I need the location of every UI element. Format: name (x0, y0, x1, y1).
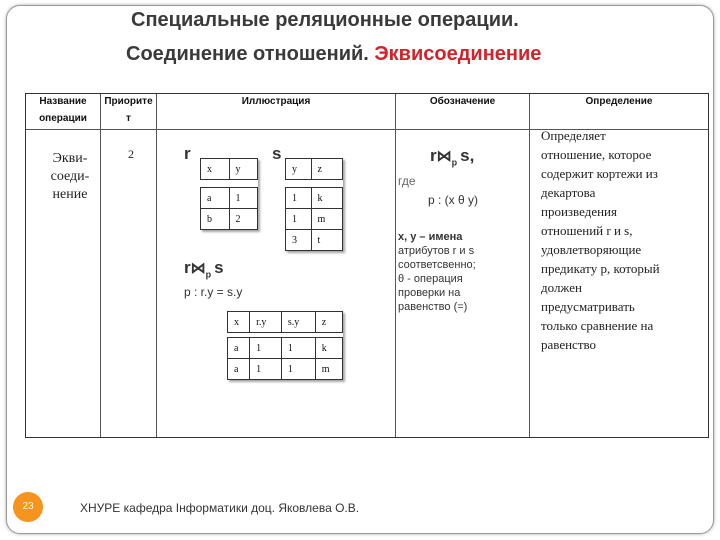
definition-line: содержит кортежи из (541, 166, 658, 181)
table-cell: x (201, 159, 230, 180)
table-cell: m (315, 359, 342, 380)
table-cell: z (315, 312, 342, 333)
table-cell: 1 (281, 359, 315, 380)
footer-text: ХНУРЕ кафедра Інформатики доц. Яковлева О.В. (80, 501, 360, 515)
table-cell: 3 (286, 230, 312, 251)
column-divider (100, 94, 101, 437)
table-row (201, 209, 258, 230)
table-cell: y (229, 159, 258, 180)
table-row (286, 209, 343, 230)
column-divider (529, 94, 530, 437)
notation-operator: ⋈ (436, 148, 452, 165)
column-divider (395, 94, 396, 437)
definition-line: декартова (541, 185, 596, 200)
table-cell: 1 (250, 338, 282, 359)
table-cell: s.y (281, 312, 315, 333)
header-name-line1: Название (39, 96, 87, 107)
operations-table (25, 93, 709, 438)
table-cell: a (201, 188, 230, 209)
table-cell: t (311, 230, 342, 251)
definition-line: только сравнение на (541, 318, 654, 333)
join-operator: ⋈ (190, 260, 206, 277)
table-row (228, 338, 343, 359)
page-number-badge: 23 (13, 492, 43, 522)
join-s: s (214, 258, 224, 277)
table-row (286, 230, 343, 251)
definition-line: удовлетворяющие (541, 242, 642, 257)
operation-name-line1: Экви- (52, 151, 88, 166)
definition-line: Определяет (541, 128, 606, 143)
definition-line: предикату p, который (541, 261, 660, 276)
relation-r-table (200, 158, 258, 230)
header-name-line2: операции (39, 113, 87, 124)
table-cell: z (311, 159, 342, 180)
table-cell: b (201, 209, 230, 230)
notation-note-line: атрибутов r и s (398, 245, 475, 257)
header-illustration: Иллюстрация (241, 96, 311, 107)
definition-line: произведения (541, 204, 617, 219)
header-priority (101, 96, 156, 124)
definition-line: предусматривать (541, 299, 635, 314)
operation-name-line2: соеди- (50, 169, 90, 184)
notation-predicate: p : (x θ y) (428, 193, 479, 207)
notation-note-line: x, y – имена (398, 231, 463, 243)
notation-note-line: равенство (=) (398, 301, 468, 313)
table-cell: 1 (229, 188, 258, 209)
table-cell: k (315, 338, 342, 359)
join-r: r (184, 258, 191, 277)
header-notation: Обозначение (429, 96, 496, 107)
relation-s-table (285, 158, 343, 251)
operation-name-line3: нение (52, 187, 88, 202)
table-cell: 2 (229, 209, 258, 230)
definition-line: отношений r и s, (541, 223, 633, 238)
table-row (228, 312, 343, 333)
title-prefix: Соединение отношений. (126, 43, 375, 65)
notation-s: s, (460, 146, 475, 165)
header-priority-line2: т (126, 113, 131, 124)
title-accent: Эквисоединение (374, 43, 542, 65)
table-cell: 1 (286, 188, 312, 209)
notation-note-line: соответсвенно; (398, 259, 476, 271)
header-definition: Определение (585, 96, 653, 107)
table-cell: r.y (250, 312, 282, 333)
definition-line: должен (541, 280, 582, 295)
operation-name (40, 150, 100, 204)
table-cell: k (311, 188, 342, 209)
result-table (227, 311, 343, 380)
column-divider (156, 94, 157, 437)
table-row (228, 359, 343, 380)
table-row (201, 188, 258, 209)
table-cell: m (311, 209, 342, 230)
table-cell: x (228, 312, 250, 333)
operation-priority: 2 (128, 147, 134, 161)
notation-predicate-sub: p (451, 157, 458, 168)
table-cell: a (228, 359, 250, 380)
table-cell: 1 (286, 209, 312, 230)
table-row (286, 188, 343, 209)
join-predicate: p : r.y = s.y (184, 285, 243, 299)
table-cell: 1 (250, 359, 282, 380)
notation-note-line: θ - операция (398, 273, 463, 285)
definition-text (541, 126, 691, 354)
notation-note (398, 230, 528, 314)
table-row (286, 159, 343, 180)
definition-line: отношение, которое (541, 147, 652, 162)
table-row (201, 159, 258, 180)
notation-r: r (430, 146, 437, 165)
header-name (26, 96, 100, 124)
header-priority-line1: Приорите (104, 96, 153, 107)
slide-title-line1: Специальные реляционные операции. (131, 9, 519, 31)
notation-where: где (398, 174, 416, 188)
relation-r-label: r (184, 144, 191, 163)
relation-s-label: s (272, 144, 282, 163)
join-predicate-sub: p (205, 269, 212, 280)
slide-title-line2 (126, 43, 541, 66)
table-cell: a (228, 338, 250, 359)
notation-expression (430, 146, 474, 167)
table-cell: 1 (281, 338, 315, 359)
table-cell: y (286, 159, 312, 180)
notation-note-line: проверки на (398, 287, 461, 299)
definition-line: равенство (541, 337, 597, 352)
join-expression (184, 258, 224, 279)
